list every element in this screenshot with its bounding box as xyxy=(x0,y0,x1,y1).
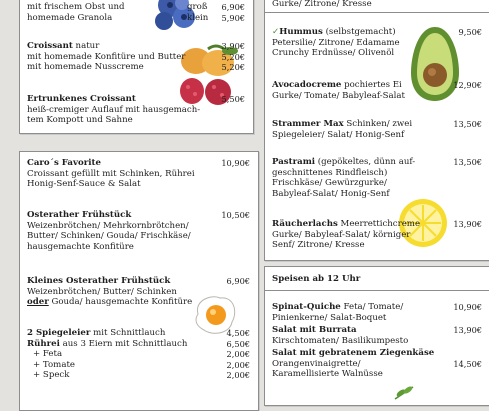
menu-item-avocado xyxy=(272,80,482,101)
item-title: Kleines Osterather Frühstück xyxy=(27,276,171,286)
item-title-rest: Schinken/ zwei xyxy=(343,119,413,129)
item-title: Hummus xyxy=(279,27,323,37)
menu-item-previous-continued xyxy=(272,0,482,10)
lunch-card xyxy=(264,266,489,406)
menu-item-smoked-salmon xyxy=(272,219,482,251)
item-desc: Honig-Senf-Sauce & Salat xyxy=(27,179,141,190)
item-price: 6,90€ xyxy=(226,276,250,286)
item-desc: Petersilie/ Zitrone/ Edamame xyxy=(272,37,400,48)
size-label: klein xyxy=(187,12,209,23)
item-desc: Croissant gefüllt mit Schinken, Rührei xyxy=(27,168,195,179)
item-desc: Kirschtomaten/ Basilikumpesto xyxy=(272,335,409,346)
item-desc: Karamellisierte Walnüsse xyxy=(272,369,383,380)
section-divider xyxy=(265,290,489,291)
item-desc: mit homemade Konfitüre und Butter xyxy=(27,51,186,62)
item-desc: tem Kompott und Sahne xyxy=(27,115,133,126)
item-title-rest: natur xyxy=(72,41,100,51)
item-desc: mit Schnittlauch xyxy=(90,328,166,338)
breakfast-sweets-card xyxy=(19,0,254,134)
item-desc: Pinienkerne/ Salat-Boquet xyxy=(272,312,387,323)
item-title-rest: (selbstgemacht) xyxy=(322,27,396,37)
item-price: 6,90€ xyxy=(221,2,245,12)
lunch-header xyxy=(272,274,482,285)
menu-item-osterather xyxy=(27,210,250,252)
item-desc: Babyleaf-Salat/ Honig-Senf xyxy=(272,188,390,199)
item-price: 3,90€ xyxy=(221,41,245,51)
item-desc: Spiegeleier/ Salat/ Honig-Senf xyxy=(272,129,405,140)
item-title-rest: Feta/ Tomate/ xyxy=(340,302,404,312)
item-price: 13,50€ xyxy=(453,119,482,129)
item-price: 5,50€ xyxy=(221,94,245,104)
item-title: Caro´s Favorite xyxy=(27,158,101,168)
menu-item-strammer-max xyxy=(272,119,482,140)
item-desc: Crunchy Erdnüsse/ Olivenöl xyxy=(272,48,395,59)
item-title-rest: (gepökeltes, dünn auf- xyxy=(315,157,416,167)
menu-item-eggs xyxy=(27,328,250,381)
item-title: Osterather Frühstück xyxy=(27,210,132,220)
size-label: groß xyxy=(187,2,208,12)
item-price: 9,50€ xyxy=(458,27,482,37)
item-desc: Senf/ Zitrone/ Kresse xyxy=(272,240,365,251)
item-price: 13,90€ xyxy=(453,219,482,229)
menu-item-croissant xyxy=(27,41,245,73)
extra-price: 2,00€ xyxy=(226,349,250,360)
item-desc: Frischkäse/ Gewürzgurke/ xyxy=(272,178,387,189)
extra-price: 2,00€ xyxy=(226,370,250,381)
menu-item-yogurt xyxy=(27,2,245,23)
item-desc: hausgemachte Konfitüre xyxy=(27,241,134,252)
extra-label: + Speck xyxy=(33,370,70,381)
item-price: 6,50€ xyxy=(226,338,250,349)
herb-sprig-illustration xyxy=(393,385,417,401)
extra-label: + Tomate xyxy=(33,359,75,370)
item-price: 5,20€ xyxy=(221,51,245,62)
item-desc: Gurke/ Zitrone/ Kresse xyxy=(272,0,372,9)
item-desc: aus 3 Eiern mit Schnittlauch xyxy=(59,338,188,349)
item-title-rest: Meerrettichcreme xyxy=(337,219,421,229)
menu-item-drunken-croissant xyxy=(27,94,245,126)
item-title: Rührei xyxy=(27,338,60,349)
item-desc: mit homemade Nusscreme xyxy=(27,62,144,73)
item-price: 13,90€ xyxy=(453,325,482,335)
item-desc: Weizenbrötchen/ Mehrkornbrötchen/ xyxy=(27,220,189,231)
item-desc: Gurke/ Babyleaf-Salat/ körniger xyxy=(272,229,411,240)
item-title-rest: pochiertes Ei xyxy=(341,80,402,90)
item-desc: geschnittenes Rindfleisch) xyxy=(272,167,388,178)
extra-price: 2,00€ xyxy=(226,359,250,370)
item-title: Croissant xyxy=(27,41,73,51)
item-price: 13,50€ xyxy=(453,157,482,167)
item-desc: Gouda/ hausgemachte Konfitüre xyxy=(48,297,193,308)
item-price: 10,50€ xyxy=(221,210,250,220)
section-divider xyxy=(265,12,489,13)
item-title: Spinat-Quiche xyxy=(272,302,341,312)
menu-item-goat-cheese-salad xyxy=(272,348,482,380)
item-desc: Gurke/ Tomate/ Babyleaf-Salat xyxy=(272,90,405,101)
item-title: Pastrami xyxy=(272,157,316,167)
item-title: Ertrunkenes Croissant xyxy=(27,94,136,104)
item-price: 14,50€ xyxy=(453,358,482,369)
item-title: 2 Spiegeleier xyxy=(27,328,91,338)
item-desc: Orangenvinaigrette/ xyxy=(272,358,361,369)
menu-item-burrata xyxy=(272,325,482,346)
item-title: Räucherlachs xyxy=(272,219,338,229)
item-price: 5,20€ xyxy=(221,62,245,73)
item-price: 4,50€ xyxy=(226,328,250,338)
item-desc: Butter/ Schinken/ Gouda/ Frischkäse/ xyxy=(27,231,191,242)
item-price: 5,90€ xyxy=(221,12,245,23)
item-price: 10,90€ xyxy=(221,158,250,168)
item-title: Salat mit Burrata xyxy=(272,325,357,335)
menu-item-pastrami xyxy=(272,157,482,199)
item-desc: mit frischem Obst und xyxy=(27,2,125,12)
item-desc: Weizenbrötchen/ Butter/ Schinken xyxy=(27,286,177,297)
item-desc: homemade Granola xyxy=(27,12,113,23)
item-title: Strammer Max xyxy=(272,119,344,129)
item-title: Salat mit gebratenem Ziegenkäse xyxy=(272,348,435,358)
menu-item-caros-favorite xyxy=(27,158,250,190)
item-price: 10,90€ xyxy=(453,302,482,312)
item-desc: heiß-cremiger Auflauf mit hausgemach- xyxy=(27,104,201,115)
item-price: 12,90€ xyxy=(453,80,482,90)
item-or-word: oder xyxy=(27,297,49,308)
savory-breakfast-card xyxy=(264,0,489,261)
menu-item-hummus xyxy=(272,27,482,59)
breakfast-card xyxy=(19,151,259,411)
section-title: Speisen ab 12 Uhr xyxy=(272,274,361,284)
herb-check-icon: ✓ xyxy=(272,27,280,37)
extra-label: + Feta xyxy=(33,349,63,360)
menu-item-quiche xyxy=(272,302,482,323)
item-title: Avocadocreme xyxy=(272,80,342,90)
